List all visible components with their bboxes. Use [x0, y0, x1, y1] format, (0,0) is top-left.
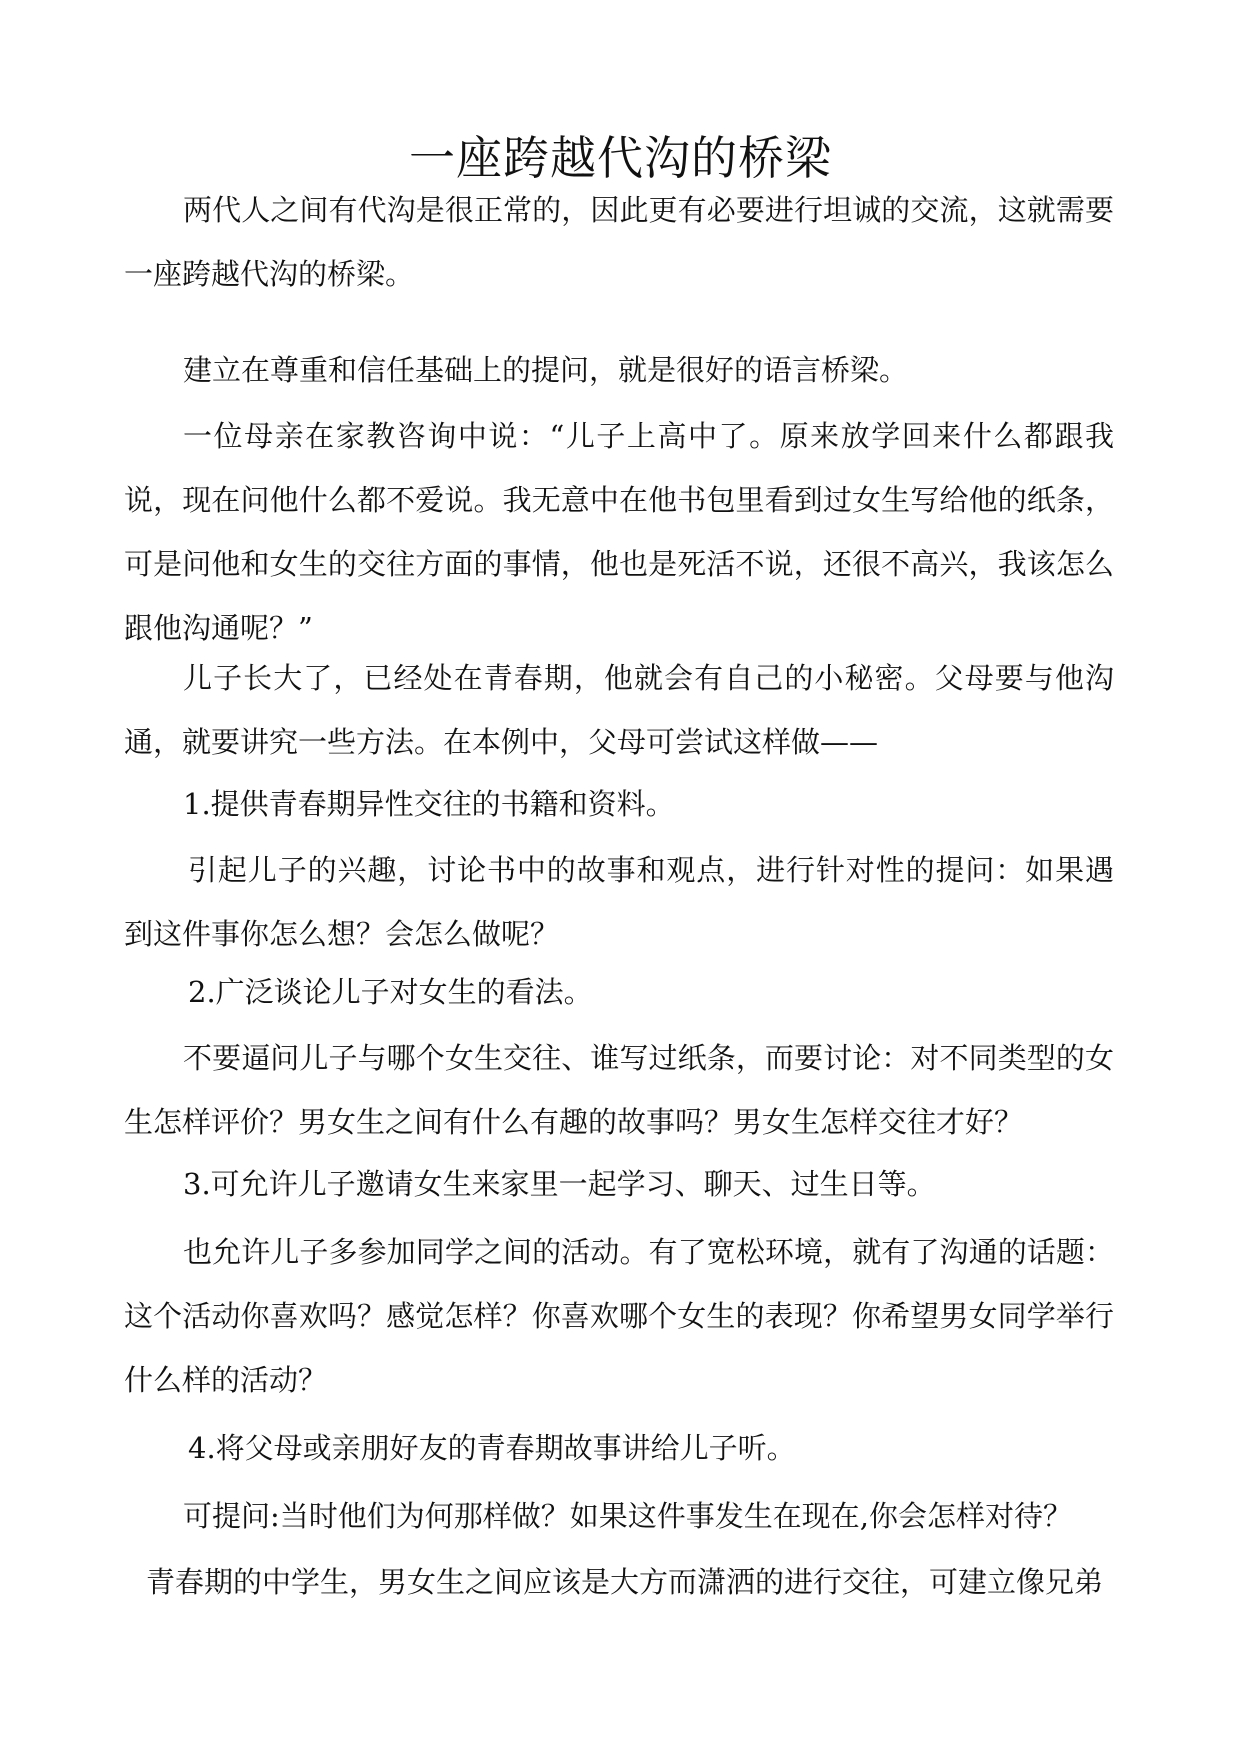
paragraph: 两代人之间有代沟是很正常的，因此更有必要进行坦诚的交流，这就需要一座跨越代沟的桥梁。 [124, 193, 1114, 291]
document-title: 一座跨越代沟的桥梁 [409, 131, 832, 185]
paragraph: 儿子长大了，已经处在青春期，他就会有自己的小秘密。父母要与他沟通，就要讲究一些方法。在本例中，父母可尝试这样做—— [124, 661, 1114, 759]
paragraph: 一位母亲在家教咨询中说：“儿子上高中了。原来放学回来什么都跟我说，现在问他什么都不爱说。我无意中在他书包里看到过女生写给他的纸条，可是问他和女生的交往方面的事情，他也是死活不说，还很不高兴，我该怎么跟他沟通呢？” [124, 419, 1114, 645]
paragraph: 3.可允许儿子邀请女生来家里一起学习、聊天、过生日等。 [183, 1167, 936, 1201]
paragraph: 引起儿子的兴趣，讨论书中的故事和观点，进行针对性的提问：如果遇到这件事你怎么想？会怎么做呢？ [124, 853, 1114, 951]
paragraph: 2.广泛谈论儿子对女生的看法。 [188, 975, 593, 1009]
paragraph: 建立在尊重和信任基础上的提问，就是很好的语言桥梁。 [183, 353, 909, 387]
paragraph: 1.提供青春期异性交往的书籍和资料。 [183, 787, 675, 821]
paragraph: 也允许儿子多参加同学之间的活动。有了宽松环境，就有了沟通的话题：这个活动你喜欢吗？感觉怎样？你喜欢哪个女生的表现？你希望男女同学举行什么样的活动？ [124, 1235, 1114, 1397]
paragraph: 不要逼问儿子与哪个女生交往、谁写过纸条，而要讨论：对不同类型的女生怎样评价？男女生之间有什么有趣的故事吗？男女生怎样交往才好？ [124, 1041, 1114, 1139]
paragraph: 可提问:当时他们为何那样做？如果这件事发生在现在,你会怎样对待？ [183, 1499, 1072, 1533]
paragraph: 青春期的中学生，男女生之间应该是大方而潇洒的进行交往，可建立像兄弟 [146, 1565, 1104, 1599]
paragraph: 4.将父母或亲朋好友的青春期故事讲给儿子听。 [188, 1431, 796, 1465]
